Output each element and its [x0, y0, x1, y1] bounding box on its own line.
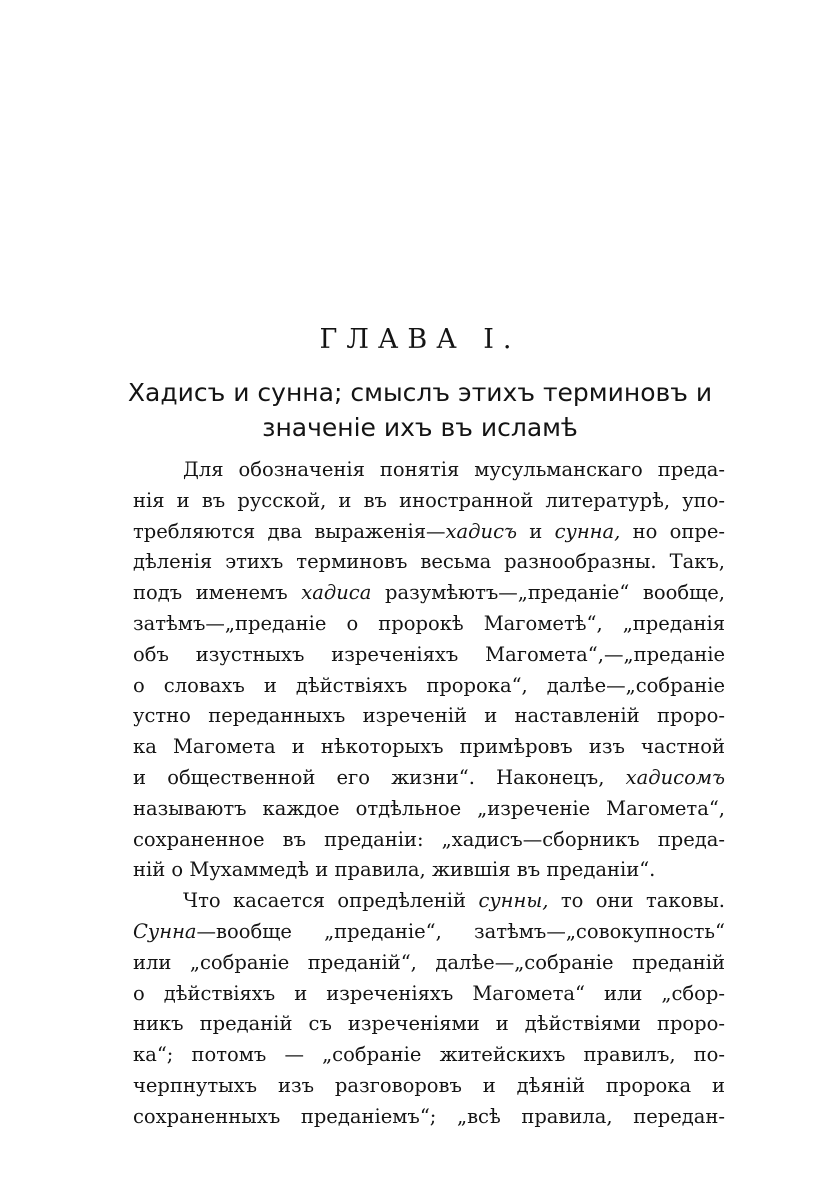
text-line: ка“; потомъ — „собраніе житейскихъ правилъ, по-: [133, 1043, 725, 1067]
text-line: ка Магомета и нѣкоторыхъ примѣровъ изъ частной: [133, 735, 725, 759]
text-line: дѣленія этихъ терминовъ весьма разнообразны. Такъ,: [133, 550, 725, 574]
chapter-heading: ГЛАВА I.: [319, 324, 521, 355]
text-line: или „собраніе преданій“, далѣе—„собраніе преданій: [133, 950, 725, 974]
text-line: подъ именемъ хадиса разумѣютъ—„преданіе“ вообще,: [133, 581, 725, 605]
body-text: [133, 455, 725, 1133]
text-line: о словахъ и дѣйствіяхъ пророка“, далѣе—„собраніе: [133, 673, 725, 697]
text-line: Сунна—вообще „преданіе“, затѣмъ—„совокупность“: [133, 919, 725, 943]
text-line: Что касается опредѣленій сунны, то они таковы.: [183, 889, 725, 913]
subtitle-line: Хадисъ и сунна; смыслъ этихъ терминовъ и: [127, 378, 713, 407]
text-line: устно переданныхъ изреченій и наставленій проро-: [133, 704, 725, 728]
term-hadisa: хадиса: [301, 581, 372, 605]
chapter-subtitle: [120, 375, 720, 445]
term-hadis: хадисъ: [445, 519, 518, 543]
text-line: сохраненное въ преданіи: „хадисъ—сборникъ преда-: [133, 827, 725, 851]
text-line: ній о Мухаммедѣ и правила, жившія въ преданіи“.: [133, 858, 656, 882]
text-line: затѣмъ—„преданіе о пророкѣ Магометѣ“, „преданія: [133, 611, 725, 635]
text-line: объ изустныхъ изреченіяхъ Магомета“,—„преданіе: [133, 642, 725, 666]
subtitle-line: значеніе ихъ въ исламѣ: [262, 413, 578, 442]
text-line: о дѣйствіяхъ и изреченіяхъ Магомета“ или „сбор-: [133, 981, 725, 1005]
text-line: и общественной его жизни“. Наконецъ, хадисомъ: [133, 765, 725, 789]
text-line: черпнутыхъ изъ разговоровъ и дѣяній пророка и: [133, 1073, 725, 1097]
text-line: Для обозначенія понятія мусульманскаго преда-: [183, 458, 725, 481]
text-line: никъ преданій съ изреченіями и дѣйствіями проро-: [133, 1012, 725, 1036]
term-sunna: сунна,: [554, 519, 621, 543]
term-sunny: сунны,: [478, 889, 549, 913]
text-line: сохраненныхъ преданіемъ“; „всѣ правила, передан-: [133, 1104, 725, 1128]
text-line: нія и въ русской, и въ иностранной литературѣ, упо-: [133, 488, 725, 512]
text-line: называютъ каждое отдѣльное „изреченіе Магомета“,: [133, 796, 725, 820]
term-sunna-def: Сунна: [133, 919, 197, 943]
term-hadisom: хадисомъ: [625, 765, 725, 789]
text-line: требляются два выраженія—хадисъ и сунна, но опре-: [133, 519, 726, 543]
